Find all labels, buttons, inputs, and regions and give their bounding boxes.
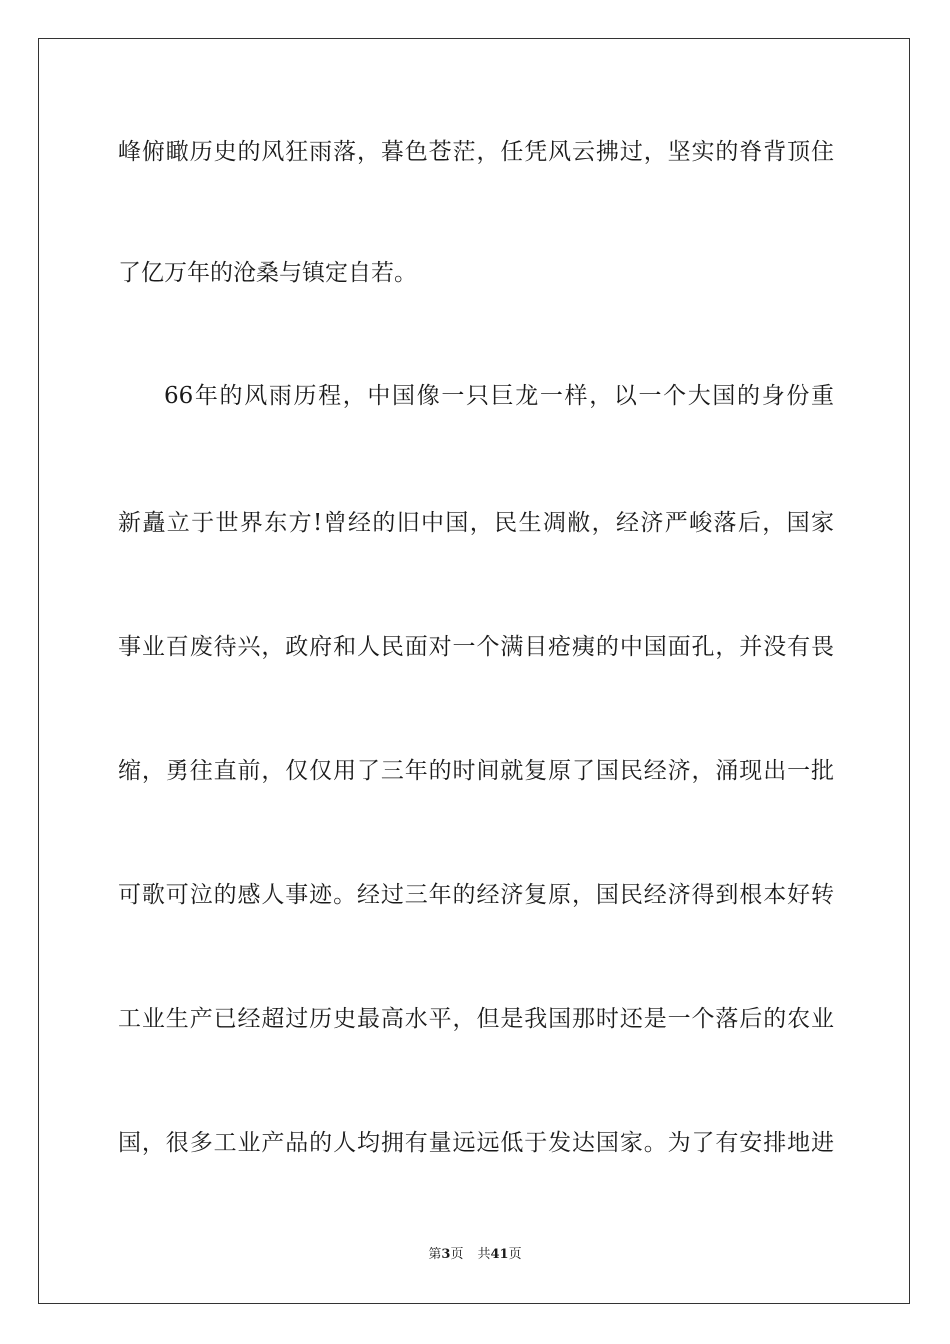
body-line-8: 工业生产已经超过历史最高水平，但是我国那时还是一个落后的农业	[118, 1006, 834, 1032]
body-line-5: 事业百废待兴，政府和人民面对一个满目疮痍的中国面孔，并没有畏	[118, 634, 834, 660]
body-line-2: 了亿万年的沧桑与镇定自若。	[118, 260, 417, 286]
footer-total-prefix: 共	[477, 1247, 491, 1262]
body-line-7: 可歌可泣的感人事迹。经过三年的经济复原，国民经济得到根本好转	[118, 882, 834, 908]
body-line-3: 66年的风雨历程，中国像一只巨龙一样，以一个大国的身份重	[164, 383, 834, 409]
footer-page-prefix: 第	[428, 1247, 442, 1262]
body-line-6: 缩，勇往直前，仅仅用了三年的时间就复原了国民经济，涌现出一批	[118, 758, 834, 784]
footer-page-suffix: 页	[450, 1247, 464, 1262]
footer-total-suffix: 页	[508, 1247, 522, 1262]
footer-total-pages: 41	[490, 1247, 509, 1262]
body-line-1: 峰俯瞰历史的风狂雨落，暮色苍茫，任凭风云拂过，坚实的脊背顶住	[118, 139, 834, 165]
body-line-4: 新矗立于世界东方!曾经的旧中国，民生凋敝，经济严峻落后，国家	[118, 510, 834, 536]
page-border	[38, 38, 910, 1304]
page-footer	[0, 1246, 950, 1264]
body-line-9: 国，很多工业产品的人均拥有量远远低于发达国家。为了有安排地进	[118, 1130, 834, 1156]
footer-page-number: 3	[441, 1247, 451, 1262]
